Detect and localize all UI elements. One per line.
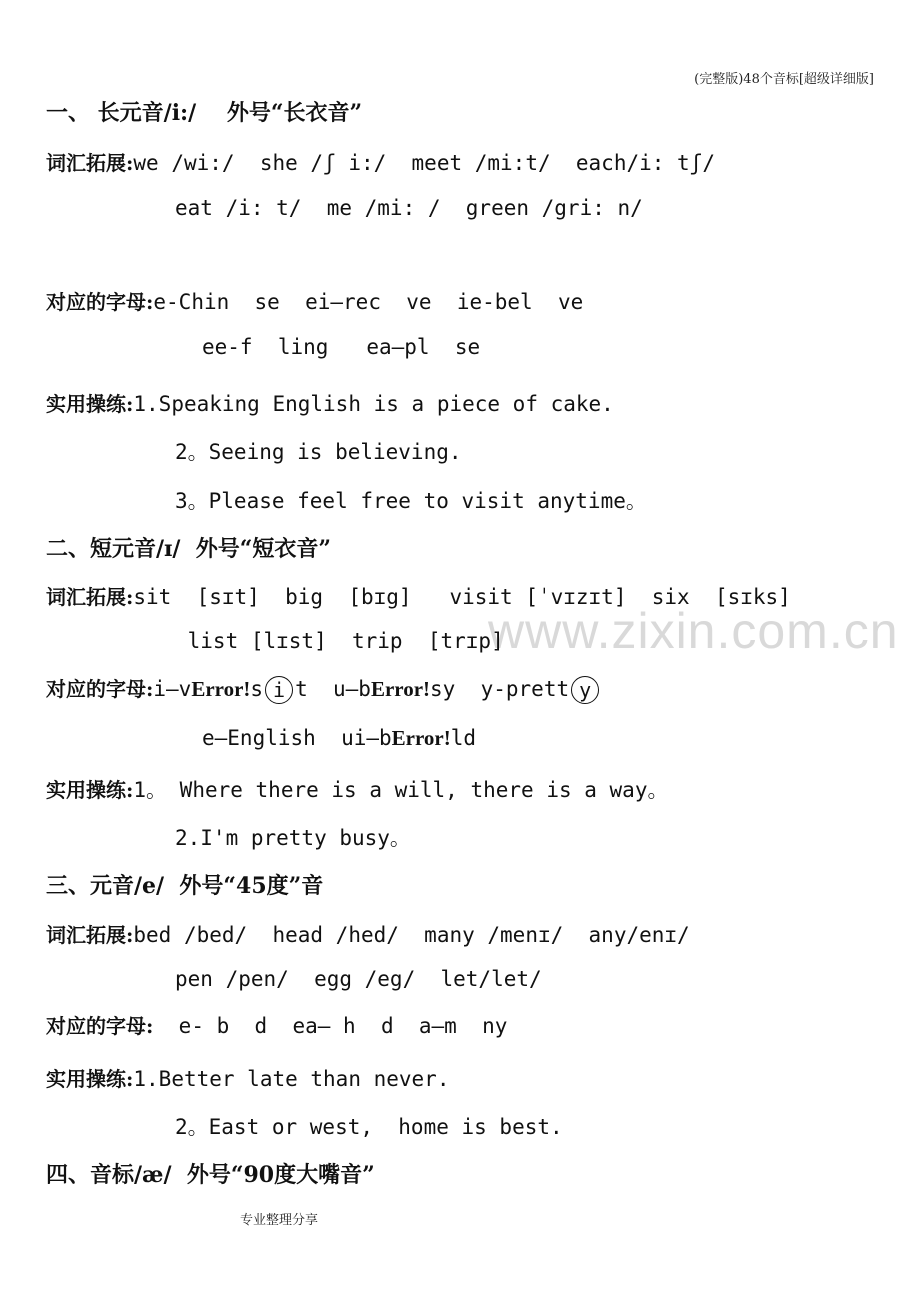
practice-label: 实用操练:	[46, 392, 134, 416]
page-header: (完整版)48个音标[超级详细版]	[694, 72, 874, 87]
vocab-label: 词汇拓展:	[46, 151, 134, 175]
section-2-vocab-line-1	[46, 581, 791, 610]
section-1-practice-line-3: 3。Please feel free to visit anytime。	[175, 489, 647, 513]
error-text: Error!	[391, 726, 451, 750]
section-2-vocab-line-2: list [lɪst] trip [trɪp]	[175, 629, 504, 653]
section-1-vocab-line-2: eat /i: t/ me /mi: / green /gri: n/	[175, 196, 643, 220]
vocab-text: bed /bed/ head /hed/ many /menɪ/ any/enɪ/	[133, 923, 690, 947]
section-4-heading: 四、音标/æ/ 外号“90度大嘴音”	[46, 1162, 375, 1188]
section-1-vocab-line-1	[46, 147, 715, 176]
letters-text-a: i—v	[153, 677, 192, 701]
letters-text-c: t u—b	[295, 677, 371, 701]
section-3-vocab-line-1	[46, 919, 690, 948]
practice-text: 1.Better late than never.	[133, 1067, 450, 1091]
section-3-vocab-line-2: pen /pen/ egg /eg/ let/let/	[175, 967, 542, 991]
section-1-practice-line-2: 2。Seeing is believing.	[175, 440, 462, 464]
section-2-letters-line-1	[46, 673, 601, 704]
practice-text: 1。 Where there is a will, there is a way。	[133, 778, 669, 802]
circled-letter: y	[571, 676, 599, 704]
letters-text-d: sy y-prett	[430, 677, 570, 701]
error-text: Error!	[370, 677, 431, 701]
letters-label: 对应的字母:	[46, 290, 154, 314]
section-3-letters-line-1	[46, 1010, 507, 1039]
section-3-practice-line-2: 2。East or west, home is best.	[175, 1115, 563, 1139]
section-2-practice-line-2: 2.I'm pretty busy。	[175, 826, 411, 850]
practice-text: 1.Speaking English is a piece of cake.	[133, 392, 614, 416]
practice-label: 实用操练:	[46, 778, 134, 802]
section-2-letters-line-2	[202, 726, 476, 751]
letters-text-b: s	[250, 677, 264, 701]
section-2-heading: 二、短元音/ɪ/ 外号“短衣音”	[46, 536, 332, 562]
letters-text-a: e—English ui—b	[202, 726, 392, 750]
practice-label: 实用操练:	[46, 1067, 134, 1091]
vocab-text: sit [sɪt] big [bɪg] visit [ˈvɪzɪt] six [sɪks]	[133, 585, 791, 609]
letters-label: 对应的字母:	[46, 1014, 154, 1038]
error-text: Error!	[191, 677, 251, 701]
section-2-practice-line-1	[46, 774, 668, 804]
section-3-practice-line-1	[46, 1063, 449, 1092]
vocab-label: 词汇拓展:	[46, 585, 134, 609]
watermark: www.zixin.com.cn	[488, 603, 899, 659]
letters-text: e- b d ea— h d a—m ny	[153, 1014, 508, 1038]
section-1-practice-line-1	[46, 388, 614, 417]
section-1-letters-line-2: ee-f ling ea—pl se	[202, 335, 481, 359]
circled-letter: i	[265, 676, 293, 704]
letters-text: e-Chin se ei—rec ve ie-bel ve	[153, 290, 584, 314]
letters-label: 对应的字母:	[46, 677, 154, 701]
section-1-letters-line-1	[46, 286, 583, 315]
page-footer: 专业整理分享	[240, 1213, 319, 1228]
section-1-heading: 一、 长元音/i:/ 外号“长衣音”	[46, 100, 363, 126]
vocab-text: we /wi:/ she /ʃ i:/ meet /mi:t/ each/i: tʃ/	[133, 151, 715, 175]
letters-text-b: ld	[450, 726, 477, 750]
section-3-heading: 三、元音/e/ 外号“45度”音	[46, 873, 324, 899]
vocab-label: 词汇拓展:	[46, 923, 134, 947]
